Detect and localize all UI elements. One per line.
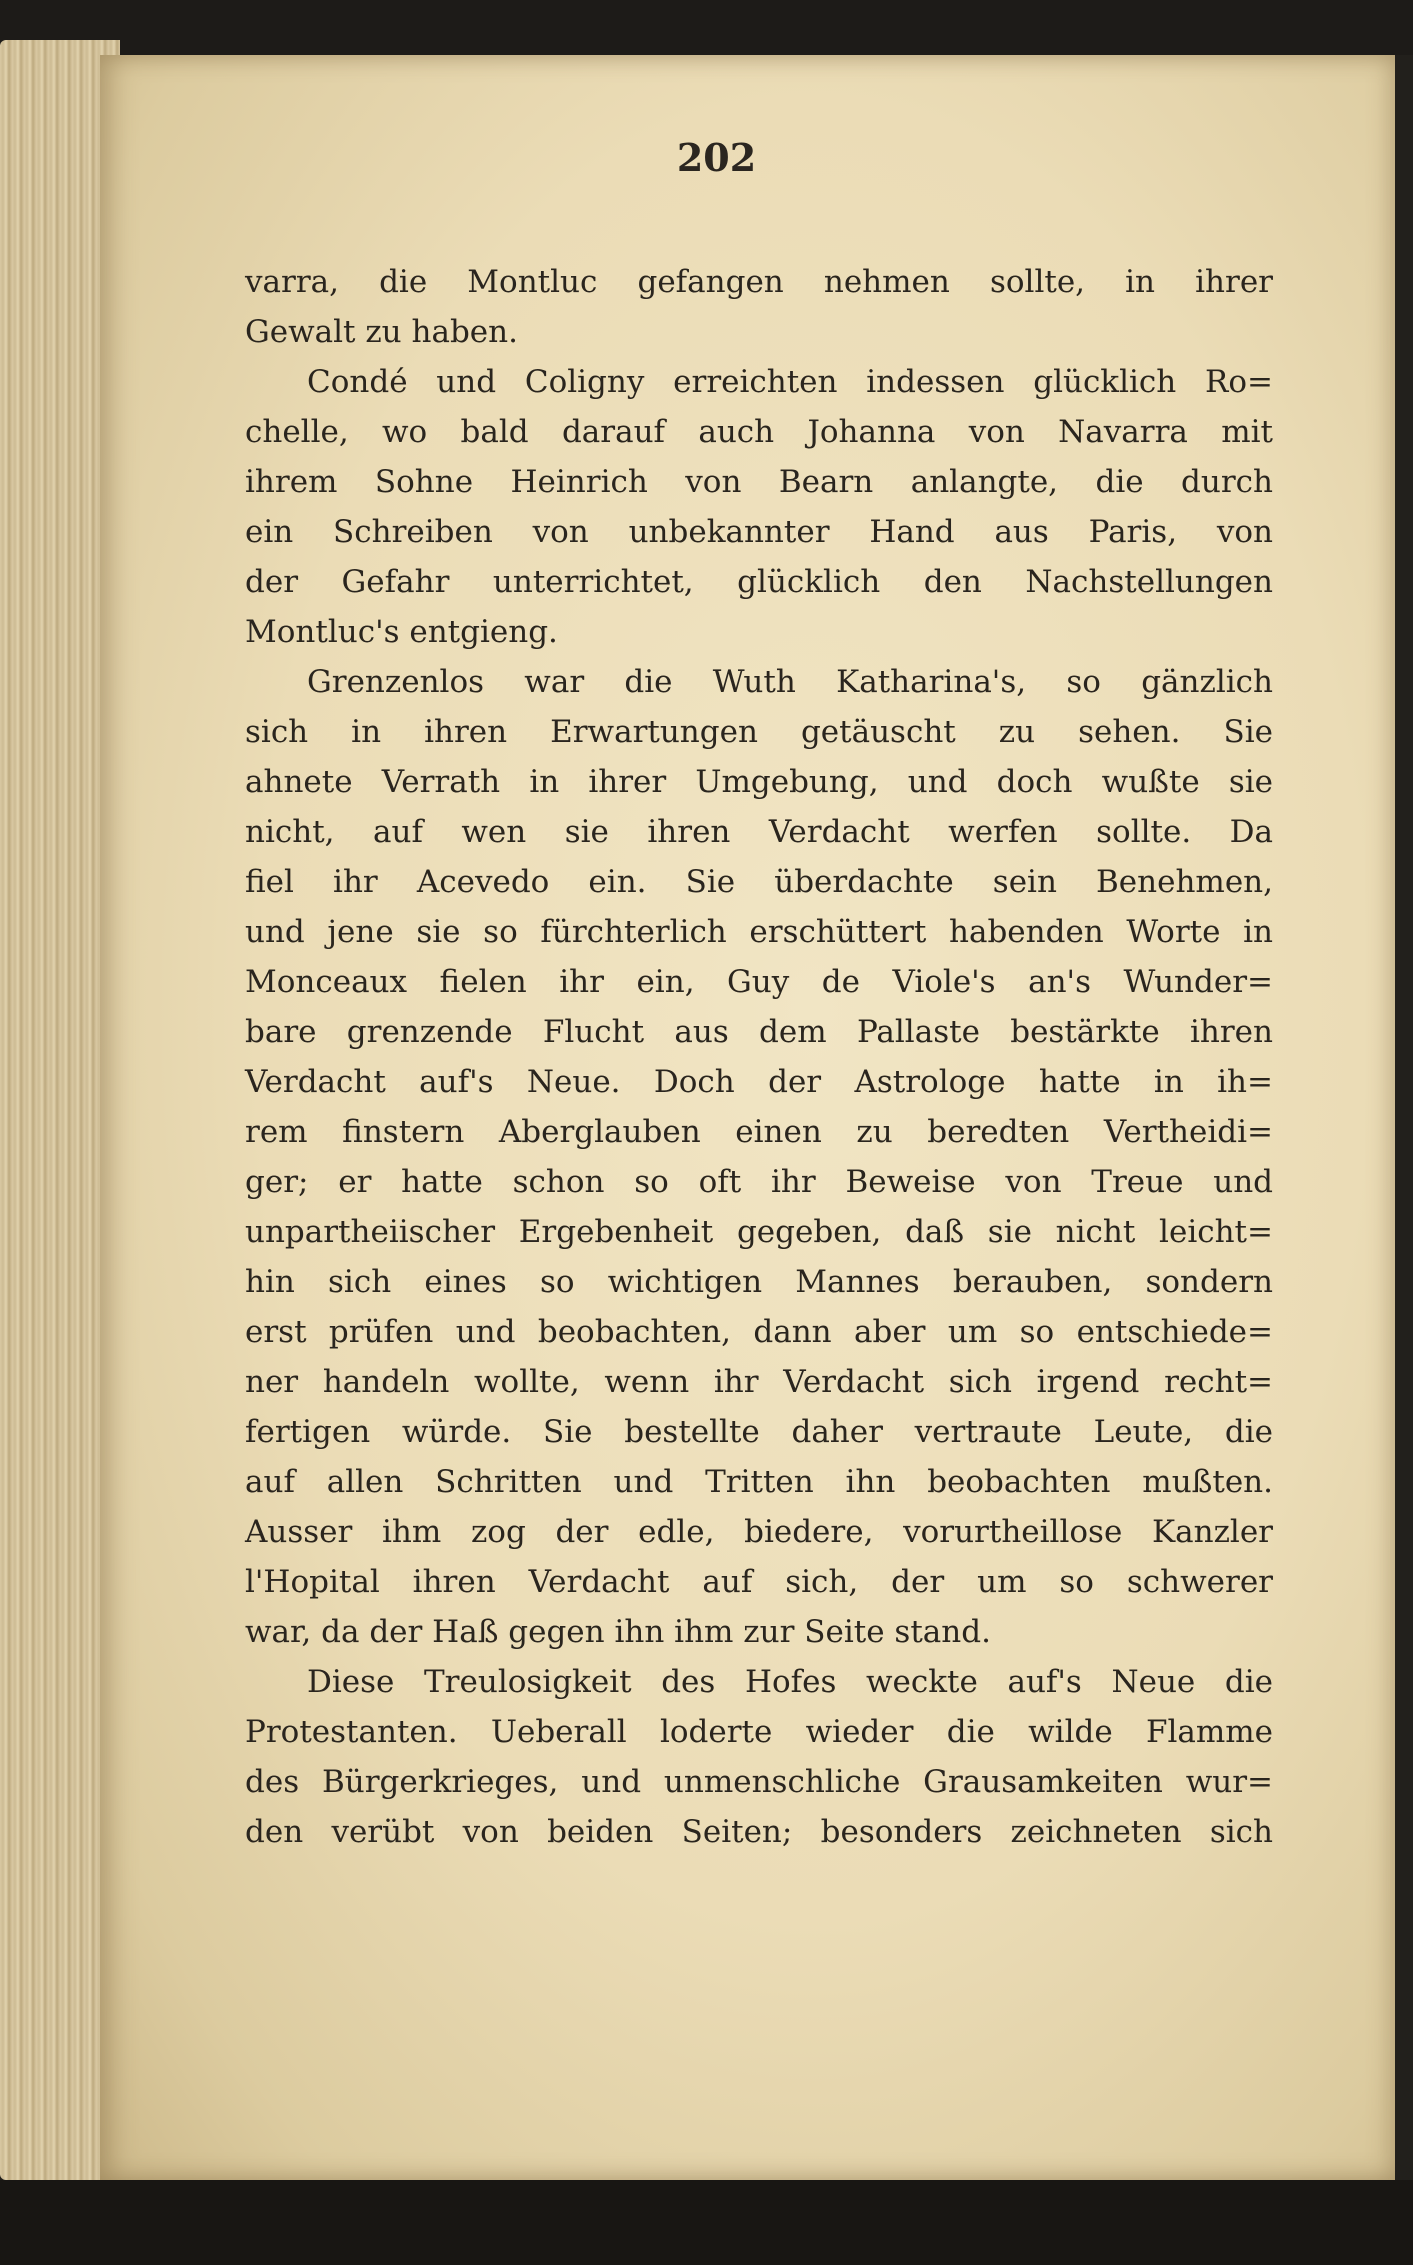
text-line: Gewalt zu haben. [245,314,518,350]
text-line: unpartheiischer Ergebenheit gegeben, daß sie nicht leicht= [245,1214,1273,1250]
text-line: Ausser ihm zog der edle, biedere, vorurtheillose Kanzler [245,1514,1273,1550]
text-line: Verdacht auf's Neue. Doch der Astrologe hatte in ih= [245,1064,1273,1100]
text-line: sich in ihren Erwartungen getäuscht zu sehen. Sie [245,714,1273,750]
text-line: der Gefahr unterrichtet, glücklich den Nachstellungen [245,564,1273,600]
text-line: rem finstern Aberglauben einen zu beredten Vertheidi= [245,1114,1273,1150]
text-line: Diese Treulosigkeit des Hofes weckte auf's Neue die [307,1664,1273,1700]
text-line: chelle, wo bald darauf auch Johanna von Navarra mit [245,414,1273,450]
text-line: ger; er hatte schon so oft ihr Beweise von Treue und [245,1164,1273,1200]
text-line: Condé und Coligny erreichten indessen glücklich Ro= [307,364,1273,400]
text-line: nicht, auf wen sie ihren Verdacht werfen sollte. Da [245,814,1273,850]
background-bottom [0,2180,1413,2265]
text-line: Monceaux fielen ihr ein, Guy de Viole's an's Wunder= [245,964,1273,1000]
text-line: erst prüfen und beobachten, dann aber um so entschiede= [245,1314,1273,1350]
body-text [245,257,1273,1857]
text-line: fiel ihr Acevedo ein. Sie überdachte sein Benehmen, [245,864,1273,900]
text-line: ihrem Sohne Heinrich von Bearn anlangte, die durch [245,464,1273,500]
text-line: Protestanten. Ueberall loderte wieder die wilde Flamme [245,1714,1273,1750]
text-line: ner handeln wollte, wenn ihr Verdacht sich irgend recht= [245,1364,1273,1400]
text-line: Montluc's entgieng. [245,614,558,650]
text-line: fertigen würde. Sie bestellte daher vertraute Leute, die [245,1414,1273,1450]
text-line: den verübt von beiden Seiten; besonders zeichneten sich [245,1814,1273,1850]
text-line: l'Hopital ihren Verdacht auf sich, der um so schwerer [245,1564,1273,1600]
text-line: varra, die Montluc gefangen nehmen sollte, in ihrer [245,264,1273,300]
text-line: ein Schreiben von unbekannter Hand aus Paris, von [245,514,1273,550]
text-line: war, da der Haß gegen ihn ihm zur Seite stand. [245,1614,991,1650]
text-line: und jene sie so fürchterlich erschüttert habenden Worte in [245,914,1273,950]
text-line: des Bürgerkrieges, und unmenschliche Grausamkeiten wur= [245,1764,1273,1800]
text-line: hin sich eines so wichtigen Mannes berauben, sondern [245,1264,1273,1300]
background-top [0,0,1413,55]
text-line: Grenzenlos war die Wuth Katharina's, so gänzlich [307,664,1273,700]
text-line: bare grenzende Flucht aus dem Pallaste bestärkte ihren [245,1014,1273,1050]
text-line: auf allen Schritten und Tritten ihn beobachten mußten. [245,1464,1273,1500]
text-line: ahnete Verrath in ihrer Umgebung, und doch wußte sie [245,764,1273,800]
page-number: 202 [676,135,757,180]
